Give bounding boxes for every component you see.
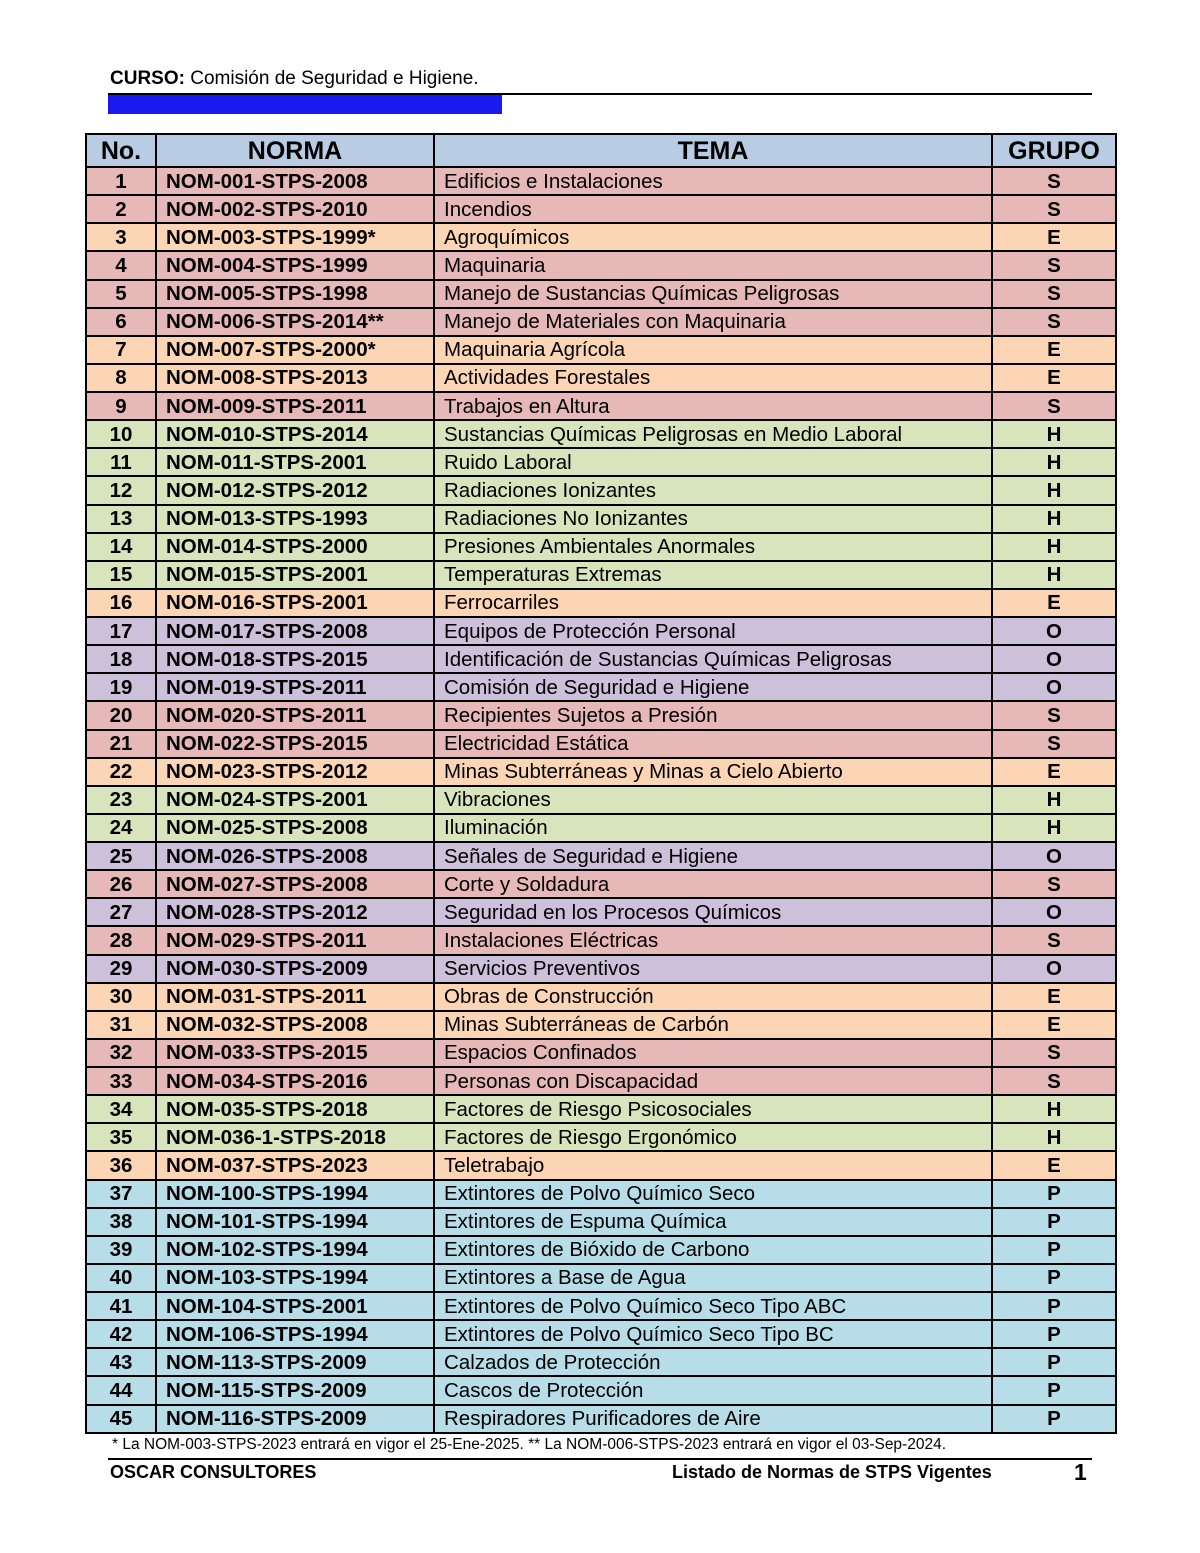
column-header-grupo: GRUPO (992, 134, 1116, 167)
row-norma: NOM-001-STPS-2008 (156, 167, 434, 195)
row-number: 40 (86, 1264, 156, 1292)
row-number: 32 (86, 1039, 156, 1067)
row-grupo: P (992, 1208, 1116, 1236)
table-row (86, 673, 1116, 701)
table-row (86, 308, 1116, 336)
table-row (86, 167, 1116, 195)
table-row (86, 898, 1116, 926)
table-row (86, 1067, 1116, 1095)
row-number: 24 (86, 814, 156, 842)
row-number: 25 (86, 842, 156, 870)
table-row (86, 786, 1116, 814)
row-norma: NOM-016-STPS-2001 (156, 589, 434, 617)
table-row (86, 476, 1116, 504)
row-grupo: E (992, 1011, 1116, 1039)
row-number: 14 (86, 533, 156, 561)
table-row (86, 589, 1116, 617)
row-grupo: P (992, 1348, 1116, 1376)
row-number: 5 (86, 280, 156, 308)
row-tema: Radiaciones Ionizantes (434, 476, 992, 504)
row-norma: NOM-032-STPS-2008 (156, 1011, 434, 1039)
row-grupo: S (992, 870, 1116, 898)
table-row (86, 223, 1116, 251)
row-grupo: S (992, 308, 1116, 336)
row-norma: NOM-029-STPS-2011 (156, 926, 434, 954)
row-tema: Seguridad en los Procesos Químicos (434, 898, 992, 926)
row-norma: NOM-037-STPS-2023 (156, 1151, 434, 1179)
row-number: 27 (86, 898, 156, 926)
footnote: * La NOM-003-STPS-2023 entrará en vigor el 25-Ene-2025. ** La NOM-006-STPS-2023 entrará en vigor el 03-Sep-2024. (112, 1436, 947, 1453)
table-row (86, 842, 1116, 870)
row-number: 11 (86, 448, 156, 476)
row-norma: NOM-017-STPS-2008 (156, 617, 434, 645)
row-grupo: O (992, 898, 1116, 926)
row-tema: Recipientes Sujetos a Presión (434, 701, 992, 729)
row-number: 23 (86, 786, 156, 814)
row-grupo: E (992, 983, 1116, 1011)
row-norma: NOM-004-STPS-1999 (156, 251, 434, 279)
row-norma: NOM-008-STPS-2013 (156, 364, 434, 392)
row-grupo: S (992, 195, 1116, 223)
page-number: 1 (1074, 1459, 1087, 1485)
row-grupo: O (992, 617, 1116, 645)
row-norma: NOM-033-STPS-2015 (156, 1039, 434, 1067)
row-tema: Actividades Forestales (434, 364, 992, 392)
table-row (86, 814, 1116, 842)
row-number: 12 (86, 476, 156, 504)
row-grupo: H (992, 786, 1116, 814)
row-tema: Iluminación (434, 814, 992, 842)
table-row (86, 1348, 1116, 1376)
row-grupo: O (992, 955, 1116, 983)
row-norma: NOM-013-STPS-1993 (156, 505, 434, 533)
row-number: 17 (86, 617, 156, 645)
row-grupo: P (992, 1320, 1116, 1348)
row-number: 35 (86, 1123, 156, 1151)
row-grupo: H (992, 448, 1116, 476)
row-number: 10 (86, 420, 156, 448)
table-row (86, 1151, 1116, 1179)
row-norma: NOM-011-STPS-2001 (156, 448, 434, 476)
course-title: Comisión de Seguridad e Higiene. (190, 68, 479, 89)
row-grupo: E (992, 1151, 1116, 1179)
row-grupo: H (992, 1123, 1116, 1151)
table-row (86, 983, 1116, 1011)
row-grupo: H (992, 505, 1116, 533)
row-tema: Extintores de Polvo Químico Seco (434, 1180, 992, 1208)
row-number: 16 (86, 589, 156, 617)
norms-table (85, 133, 1117, 1434)
row-norma: NOM-010-STPS-2014 (156, 420, 434, 448)
row-grupo: S (992, 1067, 1116, 1095)
row-number: 43 (86, 1348, 156, 1376)
table-row (86, 1123, 1116, 1151)
row-grupo: H (992, 561, 1116, 589)
row-number: 34 (86, 1095, 156, 1123)
row-grupo: H (992, 476, 1116, 504)
row-tema: Presiones Ambientales Anormales (434, 533, 992, 561)
row-norma: NOM-116-STPS-2009 (156, 1405, 434, 1433)
row-number: 19 (86, 673, 156, 701)
row-norma: NOM-005-STPS-1998 (156, 280, 434, 308)
row-tema: Comisión de Seguridad e Higiene (434, 673, 992, 701)
row-grupo: E (992, 589, 1116, 617)
row-grupo: P (992, 1180, 1116, 1208)
table-row (86, 926, 1116, 954)
row-tema: Corte y Soldadura (434, 870, 992, 898)
row-tema: Instalaciones Eléctricas (434, 926, 992, 954)
row-grupo: H (992, 814, 1116, 842)
row-tema: Factores de Riesgo Psicosociales (434, 1095, 992, 1123)
row-norma: NOM-036-1-STPS-2018 (156, 1123, 434, 1151)
row-tema: Sustancias Químicas Peligrosas en Medio Laboral (434, 420, 992, 448)
row-norma: NOM-018-STPS-2015 (156, 645, 434, 673)
row-tema: Factores de Riesgo Ergonómico (434, 1123, 992, 1151)
row-grupo: S (992, 167, 1116, 195)
row-tema: Extintores de Polvo Químico Seco Tipo ABC (434, 1292, 992, 1320)
footer-document-title: Listado de Normas de STPS Vigentes (672, 1462, 992, 1482)
row-norma: NOM-100-STPS-1994 (156, 1180, 434, 1208)
row-number: 20 (86, 701, 156, 729)
table-body (86, 167, 1116, 1433)
table-row (86, 364, 1116, 392)
row-tema: Servicios Preventivos (434, 955, 992, 983)
row-tema: Equipos de Protección Personal (434, 617, 992, 645)
row-tema: Identificación de Sustancias Químicas Peligrosas (434, 645, 992, 673)
row-norma: NOM-101-STPS-1994 (156, 1208, 434, 1236)
row-grupo: S (992, 280, 1116, 308)
row-number: 13 (86, 505, 156, 533)
footer-rule (108, 1458, 1092, 1460)
row-tema: Señales de Seguridad e Higiene (434, 842, 992, 870)
row-grupo: P (992, 1264, 1116, 1292)
table-row (86, 730, 1116, 758)
row-tema: Vibraciones (434, 786, 992, 814)
table-row (86, 870, 1116, 898)
row-number: 39 (86, 1236, 156, 1264)
row-number: 3 (86, 223, 156, 251)
row-number: 22 (86, 758, 156, 786)
row-number: 15 (86, 561, 156, 589)
row-number: 30 (86, 983, 156, 1011)
row-grupo: P (992, 1292, 1116, 1320)
row-norma: NOM-022-STPS-2015 (156, 730, 434, 758)
row-number: 26 (86, 870, 156, 898)
row-tema: Edificios e Instalaciones (434, 167, 992, 195)
row-norma: NOM-030-STPS-2009 (156, 955, 434, 983)
row-grupo: H (992, 533, 1116, 561)
row-tema: Ferrocarriles (434, 589, 992, 617)
row-norma: NOM-028-STPS-2012 (156, 898, 434, 926)
row-tema: Teletrabajo (434, 1151, 992, 1179)
row-norma: NOM-034-STPS-2016 (156, 1067, 434, 1095)
row-grupo: P (992, 1405, 1116, 1433)
row-norma: NOM-009-STPS-2011 (156, 392, 434, 420)
table-row (86, 1236, 1116, 1264)
row-norma: NOM-014-STPS-2000 (156, 533, 434, 561)
row-norma: NOM-020-STPS-2011 (156, 701, 434, 729)
row-number: 37 (86, 1180, 156, 1208)
row-norma: NOM-027-STPS-2008 (156, 870, 434, 898)
row-grupo: P (992, 1236, 1116, 1264)
row-number: 1 (86, 167, 156, 195)
table-row (86, 505, 1116, 533)
row-number: 2 (86, 195, 156, 223)
row-norma: NOM-113-STPS-2009 (156, 1348, 434, 1376)
row-number: 29 (86, 955, 156, 983)
row-norma: NOM-003-STPS-1999* (156, 223, 434, 251)
row-tema: Obras de Construcción (434, 983, 992, 1011)
row-grupo: O (992, 645, 1116, 673)
table-row (86, 1376, 1116, 1404)
table-row (86, 645, 1116, 673)
table-row (86, 280, 1116, 308)
row-grupo: E (992, 364, 1116, 392)
row-norma: NOM-025-STPS-2008 (156, 814, 434, 842)
table-row (86, 533, 1116, 561)
table-row (86, 1011, 1116, 1039)
row-tema: Minas Subterráneas y Minas a Cielo Abierto (434, 758, 992, 786)
row-tema: Maquinaria (434, 251, 992, 279)
row-number: 31 (86, 1011, 156, 1039)
row-tema: Respiradores Purificadores de Aire (434, 1405, 992, 1433)
column-header-no: No. (86, 134, 156, 167)
table-row (86, 1320, 1116, 1348)
row-norma: NOM-015-STPS-2001 (156, 561, 434, 589)
column-header-norma: NORMA (156, 134, 434, 167)
row-norma: NOM-012-STPS-2012 (156, 476, 434, 504)
row-tema: Personas con Discapacidad (434, 1067, 992, 1095)
row-tema: Extintores de Polvo Químico Seco Tipo BC (434, 1320, 992, 1348)
row-grupo: S (992, 392, 1116, 420)
table-row (86, 701, 1116, 729)
row-grupo: E (992, 758, 1116, 786)
row-grupo: O (992, 842, 1116, 870)
column-header-tema: TEMA (434, 134, 992, 167)
table-row (86, 195, 1116, 223)
row-norma: NOM-035-STPS-2018 (156, 1095, 434, 1123)
row-norma: NOM-031-STPS-2011 (156, 983, 434, 1011)
row-number: 8 (86, 364, 156, 392)
table-row (86, 617, 1116, 645)
row-grupo: S (992, 926, 1116, 954)
row-norma: NOM-026-STPS-2008 (156, 842, 434, 870)
row-norma: NOM-002-STPS-2010 (156, 195, 434, 223)
row-tema: Electricidad Estática (434, 730, 992, 758)
row-tema: Calzados de Protección (434, 1348, 992, 1376)
row-grupo: O (992, 673, 1116, 701)
row-norma: NOM-103-STPS-1994 (156, 1264, 434, 1292)
footer-company: OSCAR CONSULTORES (110, 1462, 317, 1482)
table-row (86, 1264, 1116, 1292)
row-norma: NOM-106-STPS-1994 (156, 1320, 434, 1348)
course-line (110, 68, 479, 90)
table-row (86, 1405, 1116, 1433)
row-grupo: E (992, 223, 1116, 251)
row-tema: Manejo de Materiales con Maquinaria (434, 308, 992, 336)
row-number: 6 (86, 308, 156, 336)
table-row (86, 1039, 1116, 1067)
row-number: 45 (86, 1405, 156, 1433)
header-accent-bar (108, 95, 502, 114)
row-grupo: S (992, 701, 1116, 729)
table-row (86, 1180, 1116, 1208)
row-norma: NOM-019-STPS-2011 (156, 673, 434, 701)
row-tema: Minas Subterráneas de Carbón (434, 1011, 992, 1039)
row-grupo: S (992, 251, 1116, 279)
row-norma: NOM-115-STPS-2009 (156, 1376, 434, 1404)
row-number: 38 (86, 1208, 156, 1236)
row-tema: Extintores a Base de Agua (434, 1264, 992, 1292)
row-grupo: H (992, 420, 1116, 448)
row-tema: Trabajos en Altura (434, 392, 992, 420)
row-tema: Agroquímicos (434, 223, 992, 251)
row-grupo: P (992, 1376, 1116, 1404)
row-norma: NOM-102-STPS-1994 (156, 1236, 434, 1264)
table-row (86, 758, 1116, 786)
table-header-row (86, 134, 1116, 167)
row-number: 18 (86, 645, 156, 673)
table-row (86, 420, 1116, 448)
row-norma: NOM-024-STPS-2001 (156, 786, 434, 814)
table-row (86, 392, 1116, 420)
row-number: 4 (86, 251, 156, 279)
table-row (86, 1208, 1116, 1236)
row-number: 44 (86, 1376, 156, 1404)
table-row (86, 336, 1116, 364)
row-number: 7 (86, 336, 156, 364)
row-tema: Extintores de Espuma Química (434, 1208, 992, 1236)
row-norma: NOM-006-STPS-2014** (156, 308, 434, 336)
row-tema: Incendios (434, 195, 992, 223)
row-number: 42 (86, 1320, 156, 1348)
row-norma: NOM-023-STPS-2012 (156, 758, 434, 786)
table-row (86, 448, 1116, 476)
row-tema: Temperaturas Extremas (434, 561, 992, 589)
row-number: 41 (86, 1292, 156, 1320)
row-number: 21 (86, 730, 156, 758)
table-row (86, 251, 1116, 279)
table-row (86, 561, 1116, 589)
row-norma: NOM-104-STPS-2001 (156, 1292, 434, 1320)
row-grupo: E (992, 336, 1116, 364)
row-tema: Extintores de Bióxido de Carbono (434, 1236, 992, 1264)
row-tema: Cascos de Protección (434, 1376, 992, 1404)
row-grupo: S (992, 1039, 1116, 1067)
row-grupo: H (992, 1095, 1116, 1123)
table-row (86, 1292, 1116, 1320)
row-number: 28 (86, 926, 156, 954)
row-norma: NOM-007-STPS-2000* (156, 336, 434, 364)
row-number: 9 (86, 392, 156, 420)
row-number: 36 (86, 1151, 156, 1179)
row-tema: Ruido Laboral (434, 448, 992, 476)
row-number: 33 (86, 1067, 156, 1095)
row-grupo: S (992, 730, 1116, 758)
row-tema: Maquinaria Agrícola (434, 336, 992, 364)
row-tema: Manejo de Sustancias Químicas Peligrosas (434, 280, 992, 308)
course-label: CURSO: (110, 68, 185, 89)
row-tema: Radiaciones No Ionizantes (434, 505, 992, 533)
row-tema: Espacios Confinados (434, 1039, 992, 1067)
table-row (86, 955, 1116, 983)
table-row (86, 1095, 1116, 1123)
